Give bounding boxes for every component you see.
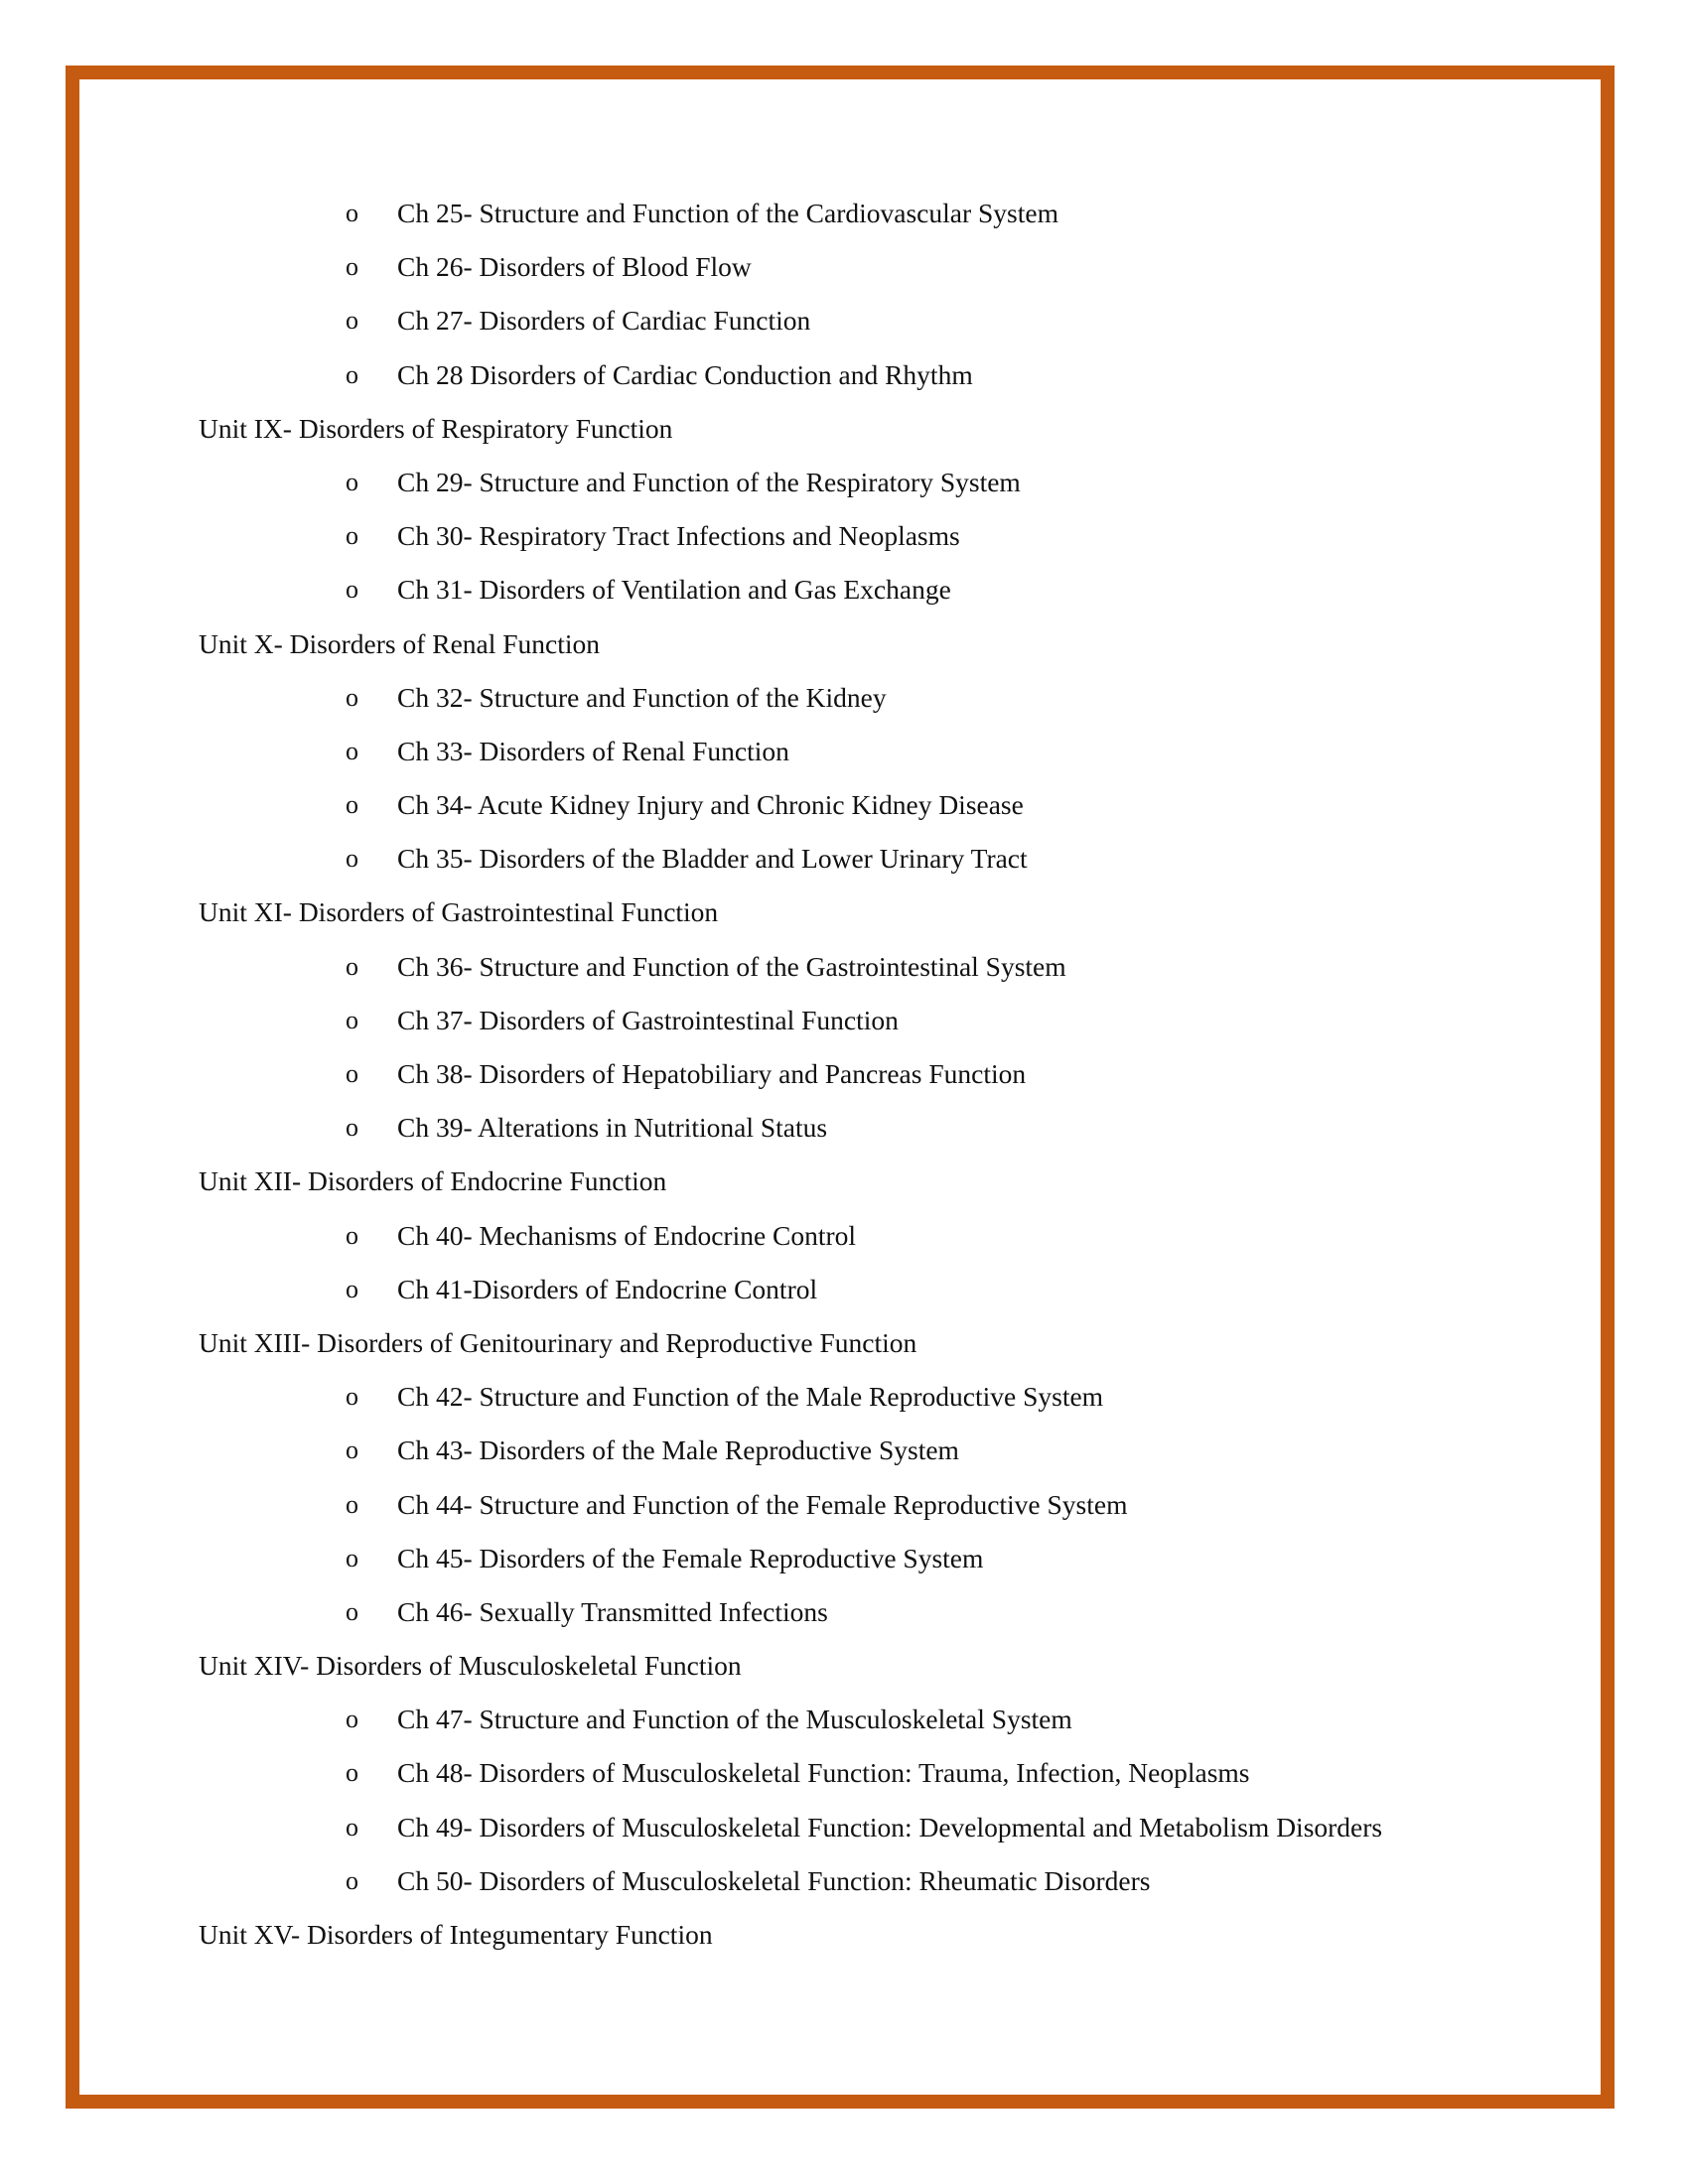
hollow-bullet-icon: o (346, 1059, 358, 1088)
hollow-bullet-icon: o (346, 467, 358, 496)
chapter-item (199, 1854, 1489, 1908)
chapter-item (199, 1746, 1489, 1800)
chapter-title: Ch 41-Disorders of Endocrine Control (397, 1273, 818, 1304)
chapter-title: Ch 50- Disorders of Musculoskeletal Function: Rheumatic Disorders (397, 1864, 1151, 1896)
chapter-item (199, 1424, 1489, 1477)
chapter-title: Ch 26- Disorders of Blood Flow (397, 251, 752, 283)
chapter-item (199, 348, 1489, 402)
hollow-bullet-icon: o (346, 951, 358, 981)
hollow-bullet-icon: o (346, 736, 358, 765)
hollow-bullet-icon: o (346, 521, 358, 551)
chapter-title: Ch 38- Disorders of Hepatobiliary and Pancreas Function (397, 1058, 1027, 1089)
hollow-bullet-icon: o (346, 1705, 358, 1734)
chapter-item (199, 778, 1489, 832)
hollow-bullet-icon: o (346, 682, 358, 712)
chapter-title: Ch 40- Mechanisms of Endocrine Control (397, 1219, 857, 1251)
hollow-bullet-icon: o (346, 1382, 358, 1412)
chapter-title: Ch 29- Structure and Function of the Respiratory System (397, 466, 1021, 497)
hollow-bullet-icon: o (346, 1274, 358, 1303)
chapter-item (199, 832, 1489, 886)
chapter-title: Ch 45- Disorders of the Female Reproductive System (397, 1542, 984, 1573)
unit-heading: Unit XII- Disorders of Endocrine Function (199, 1165, 667, 1197)
hollow-bullet-icon: o (346, 1812, 358, 1842)
chapter-item (199, 1209, 1489, 1263)
unit-heading: Unit XI- Disorders of Gastrointestinal Function (199, 896, 719, 928)
hollow-bullet-icon: o (346, 306, 358, 336)
hollow-bullet-icon: o (346, 1113, 358, 1143)
hollow-bullet-icon: o (346, 844, 358, 874)
hollow-bullet-icon: o (346, 359, 358, 389)
chapter-title: Ch 34- Acute Kidney Injury and Chronic Kidney Disease (397, 789, 1024, 821)
course-outline (199, 187, 1489, 1962)
chapter-title: Ch 28 Disorders of Cardiac Conduction and Rhythm (397, 358, 973, 390)
unit-heading: Unit X- Disorders of Renal Function (199, 627, 601, 659)
hollow-bullet-icon: o (346, 1758, 358, 1788)
chapter-title: Ch 27- Disorders of Cardiac Function (397, 305, 811, 337)
chapter-item (199, 187, 1489, 240)
hollow-bullet-icon: o (346, 252, 358, 282)
unit-heading: Unit XV- Disorders of Integumentary Function (199, 1919, 713, 1950)
chapter-item (199, 1047, 1489, 1101)
unit-heading: Unit XIII- Disorders of Genitourinary and Reproductive Function (199, 1326, 917, 1358)
hollow-bullet-icon: o (346, 1220, 358, 1250)
chapter-title: Ch 39- Alterations in Nutritional Status (397, 1112, 828, 1144)
chapter-title: Ch 46- Sexually Transmitted Infections (397, 1595, 828, 1627)
hollow-bullet-icon: o (346, 1543, 358, 1572)
chapter-item (199, 1532, 1489, 1585)
chapter-item (199, 509, 1489, 563)
chapter-item (199, 1585, 1489, 1639)
chapter-title: Ch 32- Structure and Function of the Kidney (397, 681, 887, 713)
chapter-item (199, 456, 1489, 509)
chapter-title: Ch 31- Disorders of Ventilation and Gas Exchange (397, 574, 951, 606)
chapter-title: Ch 30- Respiratory Tract Infections and Neoplasms (397, 520, 960, 552)
chapter-title: Ch 43- Disorders of the Male Reproductive System (397, 1434, 959, 1466)
chapter-item (199, 994, 1489, 1047)
chapter-title: Ch 36- Structure and Function of the Gastrointestinal System (397, 950, 1066, 982)
chapter-item (199, 563, 1489, 616)
unit-heading: Unit XIV- Disorders of Musculoskeletal Function (199, 1650, 742, 1682)
chapter-item (199, 671, 1489, 725)
chapter-title: Ch 25- Structure and Function of the Cardiovascular System (397, 198, 1058, 228)
chapter-item (199, 1263, 1489, 1316)
chapter-title: Ch 47- Structure and Function of the Musculoskeletal System (397, 1704, 1072, 1735)
chapter-item (199, 1101, 1489, 1155)
chapter-item (199, 725, 1489, 778)
hollow-bullet-icon: o (346, 1489, 358, 1519)
chapter-title: Ch 33- Disorders of Renal Function (397, 735, 789, 766)
chapter-item (199, 1801, 1489, 1854)
chapter-title: Ch 48- Disorders of Musculoskeletal Function: Trauma, Infection, Neoplasms (397, 1757, 1250, 1789)
chapter-item (199, 940, 1489, 994)
hollow-bullet-icon: o (346, 1865, 358, 1895)
hollow-bullet-icon: o (346, 790, 358, 820)
chapter-item (199, 1370, 1489, 1424)
chapter-title: Ch 37- Disorders of Gastrointestinal Function (397, 1004, 899, 1035)
unit-heading: Unit IX- Disorders of Respiratory Function (199, 412, 673, 444)
hollow-bullet-icon: o (346, 575, 358, 605)
chapter-title: Ch 44- Structure and Function of the Female Reproductive System (397, 1488, 1128, 1520)
chapter-item (199, 1693, 1489, 1746)
hollow-bullet-icon: o (346, 1435, 358, 1465)
hollow-bullet-icon: o (346, 1005, 358, 1034)
chapter-title: Ch 42- Structure and Function of the Male Reproductive System (397, 1381, 1104, 1413)
chapter-title: Ch 49- Disorders of Musculoskeletal Function: Developmental and Metabolism Disorders (397, 1811, 1383, 1843)
chapter-item (199, 294, 1489, 347)
chapter-title: Ch 35- Disorders of the Bladder and Lower Urinary Tract (397, 843, 1028, 875)
hollow-bullet-icon: o (346, 1596, 358, 1626)
chapter-item (199, 1478, 1489, 1532)
hollow-bullet-icon: o (346, 199, 358, 227)
chapter-item (199, 240, 1489, 294)
